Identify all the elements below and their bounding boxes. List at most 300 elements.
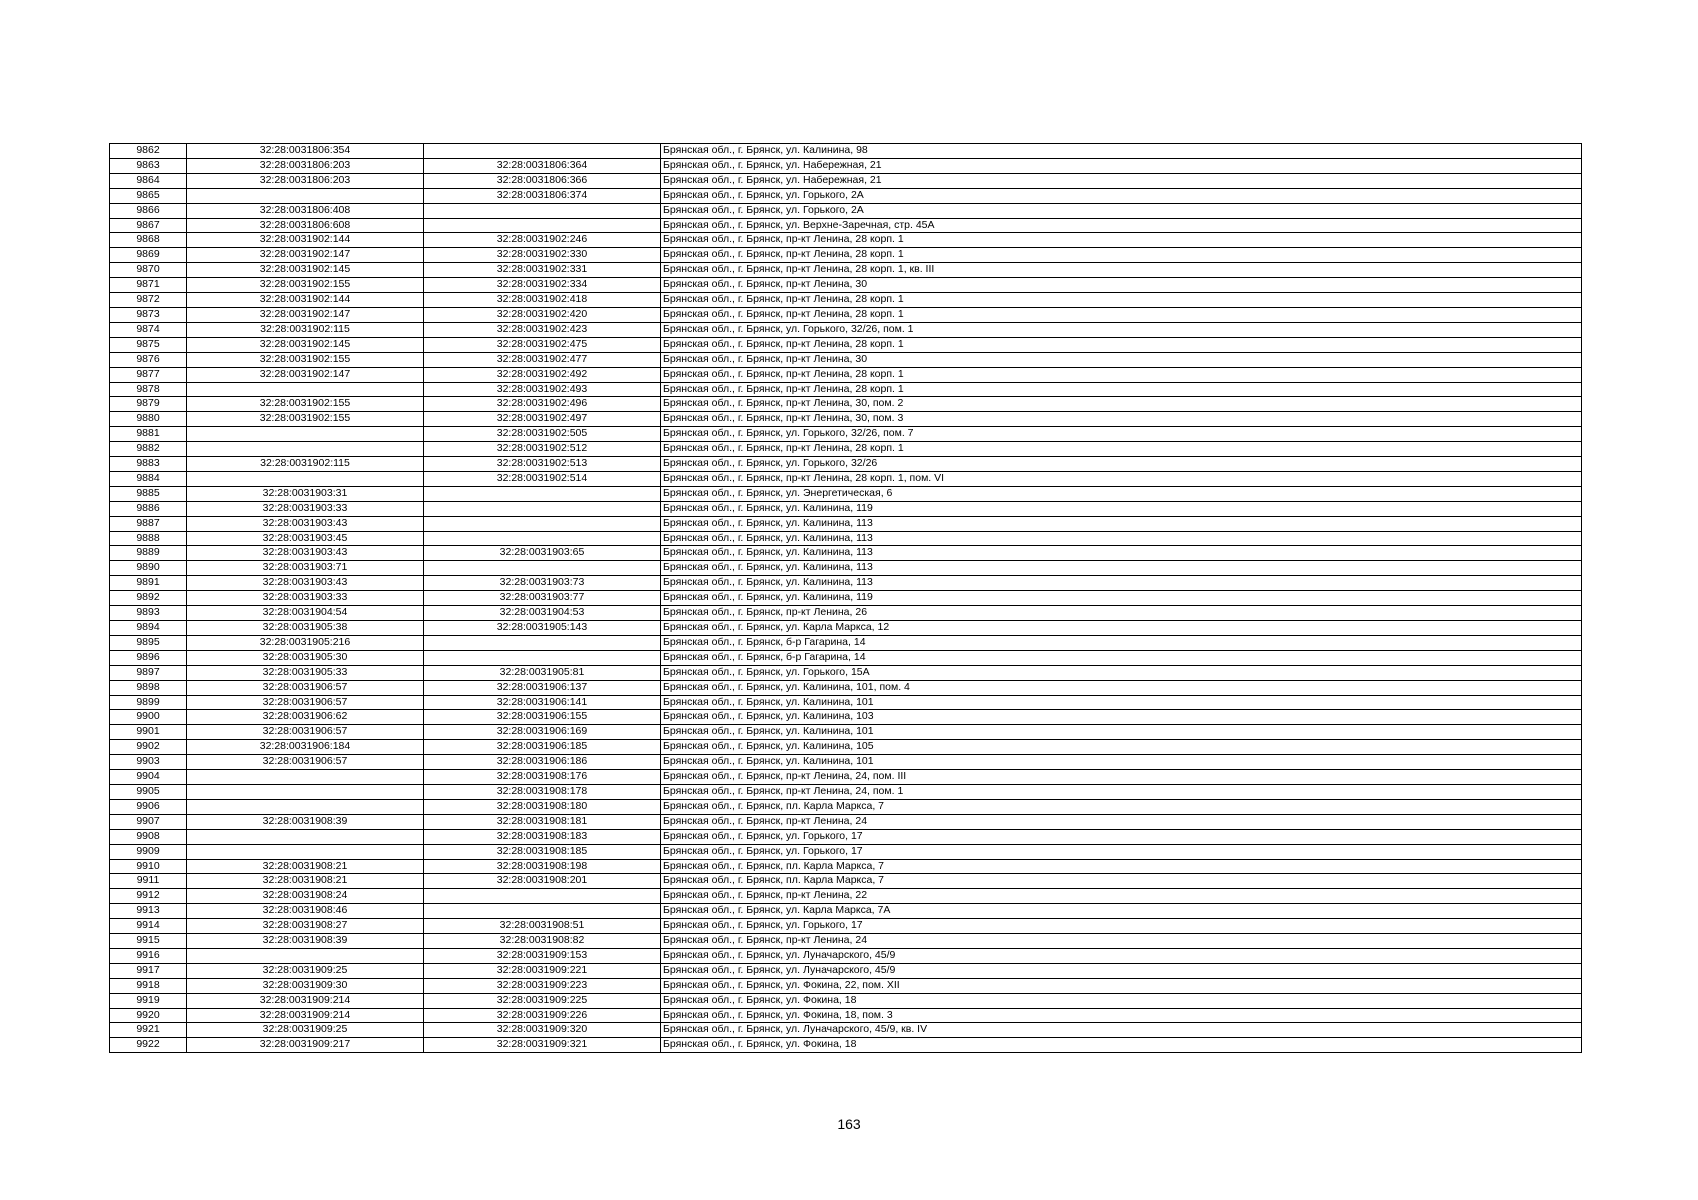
object-cadastral-number-cell: 32:28:0031908:176 — [424, 770, 661, 785]
object-cadastral-number-cell — [424, 635, 661, 650]
object-cadastral-number-cell: 32:28:0031906:169 — [424, 725, 661, 740]
address-cell: Брянская обл., г. Брянск, ул. Набережная, 21 — [661, 158, 1582, 173]
address-cell: Брянская обл., г. Брянск, ул. Горького, 17 — [661, 829, 1582, 844]
cadastral-number-cell — [187, 382, 424, 397]
page-number: 163 — [837, 1116, 861, 1132]
row-number-cell: 9897 — [110, 665, 187, 680]
object-cadastral-number-cell: 32:28:0031906:186 — [424, 755, 661, 770]
cadastral-number-cell: 32:28:0031903:31 — [187, 486, 424, 501]
object-cadastral-number-cell: 32:28:0031902:497 — [424, 412, 661, 427]
row-number-cell: 9918 — [110, 978, 187, 993]
object-cadastral-number-cell: 32:28:0031906:155 — [424, 710, 661, 725]
cadastral-number-cell — [187, 829, 424, 844]
row-number-cell: 9908 — [110, 829, 187, 844]
address-cell: Брянская обл., г. Брянск, пл. Карла Маркса, 7 — [661, 799, 1582, 814]
row-number-cell: 9879 — [110, 397, 187, 412]
cadastral-number-cell: 32:28:0031909:30 — [187, 978, 424, 993]
table-row — [110, 486, 1582, 501]
table-row — [110, 755, 1582, 770]
cadastral-number-cell: 32:28:0031909:214 — [187, 993, 424, 1008]
address-cell: Брянская обл., г. Брянск, ул. Фокина, 18 — [661, 993, 1582, 1008]
object-cadastral-number-cell: 32:28:0031903:65 — [424, 546, 661, 561]
row-number-cell: 9873 — [110, 307, 187, 322]
row-number-cell: 9869 — [110, 248, 187, 263]
address-cell: Брянская обл., г. Брянск, пр-кт Ленина, 24, пом. III — [661, 770, 1582, 785]
object-cadastral-number-cell: 32:28:0031902:334 — [424, 278, 661, 293]
row-number-cell: 9866 — [110, 203, 187, 218]
row-number-cell: 9882 — [110, 442, 187, 457]
table-row — [110, 158, 1582, 173]
row-number-cell: 9865 — [110, 188, 187, 203]
cadastral-number-cell — [187, 442, 424, 457]
address-cell: Брянская обл., г. Брянск, ул. Горького, 2А — [661, 188, 1582, 203]
object-cadastral-number-cell — [424, 203, 661, 218]
address-cell: Брянская обл., г. Брянск, ул. Калинина, 101 — [661, 725, 1582, 740]
address-cell: Брянская обл., г. Брянск, ул. Луначарского, 45/9, кв. IV — [661, 1023, 1582, 1038]
row-number-cell: 9870 — [110, 263, 187, 278]
address-cell: Брянская обл., г. Брянск, ул. Горького, 32/26, пом. 1 — [661, 322, 1582, 337]
row-number-cell: 9909 — [110, 844, 187, 859]
address-cell: Брянская обл., г. Брянск, пр-кт Ленина, 22 — [661, 889, 1582, 904]
cadastral-number-cell: 32:28:0031905:30 — [187, 650, 424, 665]
address-cell: Брянская обл., г. Брянск, пр-кт Ленина, 24 — [661, 814, 1582, 829]
table-row — [110, 591, 1582, 606]
cadastral-number-cell: 32:28:0031906:57 — [187, 680, 424, 695]
address-cell: Брянская обл., г. Брянск, пр-кт Ленина, 28 корп. 1 — [661, 382, 1582, 397]
cadastral-number-cell: 32:28:0031904:54 — [187, 606, 424, 621]
cadastral-number-cell: 32:28:0031906:62 — [187, 710, 424, 725]
table-row — [110, 680, 1582, 695]
address-cell: Брянская обл., г. Брянск, ул. Фокина, 18 — [661, 1038, 1582, 1053]
address-cell: Брянская обл., г. Брянск, пр-кт Ленина, 30 — [661, 352, 1582, 367]
address-cell: Брянская обл., г. Брянск, пр-кт Ленина, 28 корп. 1 — [661, 307, 1582, 322]
cadastral-number-cell: 32:28:0031909:25 — [187, 1023, 424, 1038]
cadastral-number-cell: 32:28:0031902:155 — [187, 352, 424, 367]
address-cell: Брянская обл., г. Брянск, ул. Калинина, 113 — [661, 531, 1582, 546]
cadastral-number-cell: 32:28:0031806:608 — [187, 218, 424, 233]
object-cadastral-number-cell: 32:28:0031909:223 — [424, 978, 661, 993]
address-cell: Брянская обл., г. Брянск, ул. Горького, 15А — [661, 665, 1582, 680]
table-row — [110, 606, 1582, 621]
object-cadastral-number-cell: 32:28:0031908:185 — [424, 844, 661, 859]
table-row — [110, 337, 1582, 352]
cadastral-number-cell — [187, 188, 424, 203]
row-number-cell: 9888 — [110, 531, 187, 546]
cadastral-number-cell: 32:28:0031906:57 — [187, 695, 424, 710]
table-row — [110, 1008, 1582, 1023]
address-cell: Брянская обл., г. Брянск, б-р Гагарина, 14 — [661, 650, 1582, 665]
object-cadastral-number-cell: 32:28:0031909:225 — [424, 993, 661, 1008]
row-number-cell: 9906 — [110, 799, 187, 814]
row-number-cell: 9874 — [110, 322, 187, 337]
address-cell: Брянская обл., г. Брянск, ул. Энергетическая, 6 — [661, 486, 1582, 501]
cadastral-number-cell: 32:28:0031806:203 — [187, 173, 424, 188]
address-cell: Брянская обл., г. Брянск, ул. Карла Маркса, 7А — [661, 904, 1582, 919]
row-number-cell: 9890 — [110, 561, 187, 576]
table-row — [110, 799, 1582, 814]
address-cell: Брянская обл., г. Брянск, пр-кт Ленина, 28 корп. 1 — [661, 233, 1582, 248]
table-row — [110, 963, 1582, 978]
table-row — [110, 889, 1582, 904]
object-cadastral-number-cell — [424, 904, 661, 919]
address-cell: Брянская обл., г. Брянск, ул. Набережная, 21 — [661, 173, 1582, 188]
row-number-cell: 9922 — [110, 1038, 187, 1053]
object-cadastral-number-cell: 32:28:0031902:246 — [424, 233, 661, 248]
row-number-cell: 9880 — [110, 412, 187, 427]
row-number-cell: 9895 — [110, 635, 187, 650]
row-number-cell: 9885 — [110, 486, 187, 501]
row-number-cell: 9875 — [110, 337, 187, 352]
row-number-cell: 9910 — [110, 859, 187, 874]
row-number-cell: 9905 — [110, 784, 187, 799]
row-number-cell: 9871 — [110, 278, 187, 293]
cadastral-number-cell: 32:28:0031902:155 — [187, 397, 424, 412]
row-number-cell: 9896 — [110, 650, 187, 665]
address-cell: Брянская обл., г. Брянск, ул. Калинина, 113 — [661, 546, 1582, 561]
cadastral-number-cell: 32:28:0031903:45 — [187, 531, 424, 546]
table-row — [110, 278, 1582, 293]
table-row — [110, 770, 1582, 785]
address-cell: Брянская обл., г. Брянск, ул. Карла Маркса, 12 — [661, 621, 1582, 636]
row-number-cell: 9894 — [110, 621, 187, 636]
object-cadastral-number-cell — [424, 889, 661, 904]
object-cadastral-number-cell: 32:28:0031902:513 — [424, 457, 661, 472]
row-number-cell: 9921 — [110, 1023, 187, 1038]
address-cell: Брянская обл., г. Брянск, ул. Калинина, 103 — [661, 710, 1582, 725]
address-cell: Брянская обл., г. Брянск, ул. Калинина, 98 — [661, 144, 1582, 159]
row-number-cell: 9876 — [110, 352, 187, 367]
object-cadastral-number-cell: 32:28:0031902:330 — [424, 248, 661, 263]
table-row — [110, 784, 1582, 799]
object-cadastral-number-cell — [424, 516, 661, 531]
table-row — [110, 740, 1582, 755]
table-row — [110, 1023, 1582, 1038]
address-cell: Брянская обл., г. Брянск, ул. Калинина, 113 — [661, 516, 1582, 531]
address-cell: Брянская обл., г. Брянск, ул. Фокина, 22, пом. XII — [661, 978, 1582, 993]
row-number-cell: 9867 — [110, 218, 187, 233]
cadastral-number-cell: 32:28:0031903:43 — [187, 576, 424, 591]
table-row — [110, 665, 1582, 680]
address-cell: Брянская обл., г. Брянск, ул. Калинина, 101 — [661, 755, 1582, 770]
row-number-cell: 9886 — [110, 501, 187, 516]
cadastral-number-cell — [187, 471, 424, 486]
table-row — [110, 710, 1582, 725]
table-row — [110, 814, 1582, 829]
cadastral-number-cell: 32:28:0031908:24 — [187, 889, 424, 904]
address-cell: Брянская обл., г. Брянск, пр-кт Ленина, 30 — [661, 278, 1582, 293]
object-cadastral-number-cell: 32:28:0031908:51 — [424, 919, 661, 934]
table-row — [110, 546, 1582, 561]
address-cell: Брянская обл., г. Брянск, ул. Калинина, 119 — [661, 501, 1582, 516]
row-number-cell: 9868 — [110, 233, 187, 248]
object-cadastral-number-cell: 32:28:0031905:81 — [424, 665, 661, 680]
row-number-cell: 9900 — [110, 710, 187, 725]
cadastral-number-cell — [187, 784, 424, 799]
row-number-cell: 9917 — [110, 963, 187, 978]
table-row — [110, 397, 1582, 412]
row-number-cell: 9892 — [110, 591, 187, 606]
object-cadastral-number-cell: 32:28:0031909:226 — [424, 1008, 661, 1023]
property-table-body — [110, 144, 1582, 1053]
table-row — [110, 412, 1582, 427]
address-cell: Брянская обл., г. Брянск, пр-кт Ленина, 28 корп. 1 — [661, 367, 1582, 382]
address-cell: Брянская обл., г. Брянск, пр-кт Ленина, 30, пом. 3 — [661, 412, 1582, 427]
table-row — [110, 1038, 1582, 1053]
table-row — [110, 635, 1582, 650]
object-cadastral-number-cell: 32:28:0031902:514 — [424, 471, 661, 486]
table-row — [110, 516, 1582, 531]
address-cell: Брянская обл., г. Брянск, пр-кт Ленина, 30, пом. 2 — [661, 397, 1582, 412]
row-number-cell: 9891 — [110, 576, 187, 591]
object-cadastral-number-cell: 32:28:0031902:492 — [424, 367, 661, 382]
address-cell: Брянская обл., г. Брянск, ул. Горького, 2А — [661, 203, 1582, 218]
cadastral-number-cell: 32:28:0031906:57 — [187, 725, 424, 740]
object-cadastral-number-cell: 32:28:0031908:201 — [424, 874, 661, 889]
object-cadastral-number-cell: 32:28:0031806:374 — [424, 188, 661, 203]
cadastral-number-cell: 32:28:0031902:155 — [187, 278, 424, 293]
cadastral-number-cell: 32:28:0031909:25 — [187, 963, 424, 978]
cadastral-number-cell: 32:28:0031905:216 — [187, 635, 424, 650]
address-cell: Брянская обл., г. Брянск, пл. Карла Маркса, 7 — [661, 859, 1582, 874]
table-row — [110, 501, 1582, 516]
table-row — [110, 442, 1582, 457]
address-cell: Брянская обл., г. Брянск, ул. Луначарского, 45/9 — [661, 963, 1582, 978]
cadastral-number-cell: 32:28:0031908:39 — [187, 814, 424, 829]
table-row — [110, 322, 1582, 337]
table-row — [110, 934, 1582, 949]
object-cadastral-number-cell: 32:28:0031902:331 — [424, 263, 661, 278]
cadastral-number-cell — [187, 427, 424, 442]
table-row — [110, 471, 1582, 486]
cadastral-number-cell: 32:28:0031902:155 — [187, 412, 424, 427]
address-cell: Брянская обл., г. Брянск, б-р Гагарина, 14 — [661, 635, 1582, 650]
object-cadastral-number-cell: 32:28:0031902:420 — [424, 307, 661, 322]
table-row — [110, 844, 1582, 859]
cadastral-number-cell: 32:28:0031909:214 — [187, 1008, 424, 1023]
address-cell: Брянская обл., г. Брянск, ул. Калинина, 113 — [661, 561, 1582, 576]
address-cell: Брянская обл., г. Брянск, пр-кт Ленина, 28 корп. 1 — [661, 248, 1582, 263]
object-cadastral-number-cell — [424, 144, 661, 159]
table-row — [110, 561, 1582, 576]
row-number-cell: 9902 — [110, 740, 187, 755]
table-row — [110, 531, 1582, 546]
object-cadastral-number-cell: 32:28:0031902:505 — [424, 427, 661, 442]
table-row — [110, 248, 1582, 263]
address-cell: Брянская обл., г. Брянск, пр-кт Ленина, 26 — [661, 606, 1582, 621]
table-row — [110, 188, 1582, 203]
address-cell: Брянская обл., г. Брянск, пр-кт Ленина, 28 корп. 1, пом. VI — [661, 471, 1582, 486]
table-row — [110, 307, 1582, 322]
cadastral-number-cell: 32:28:0031902:115 — [187, 322, 424, 337]
object-cadastral-number-cell: 32:28:0031902:475 — [424, 337, 661, 352]
address-cell: Брянская обл., г. Брянск, ул. Верхне-Заречная, стр. 45А — [661, 218, 1582, 233]
object-cadastral-number-cell: 32:28:0031909:221 — [424, 963, 661, 978]
table-row — [110, 993, 1582, 1008]
cadastral-number-cell: 32:28:0031908:21 — [187, 859, 424, 874]
table-row — [110, 978, 1582, 993]
row-number-cell: 9877 — [110, 367, 187, 382]
object-cadastral-number-cell: 32:28:0031908:180 — [424, 799, 661, 814]
object-cadastral-number-cell — [424, 650, 661, 665]
row-number-cell: 9893 — [110, 606, 187, 621]
object-cadastral-number-cell: 32:28:0031902:418 — [424, 293, 661, 308]
cadastral-number-cell: 32:28:0031903:71 — [187, 561, 424, 576]
object-cadastral-number-cell: 32:28:0031908:198 — [424, 859, 661, 874]
cadastral-number-cell: 32:28:0031806:354 — [187, 144, 424, 159]
row-number-cell: 9863 — [110, 158, 187, 173]
cadastral-number-cell: 32:28:0031806:408 — [187, 203, 424, 218]
row-number-cell: 9878 — [110, 382, 187, 397]
row-number-cell: 9919 — [110, 993, 187, 1008]
object-cadastral-number-cell: 32:28:0031902:512 — [424, 442, 661, 457]
address-cell: Брянская обл., г. Брянск, пр-кт Ленина, 24 — [661, 934, 1582, 949]
row-number-cell: 9903 — [110, 755, 187, 770]
row-number-cell: 9898 — [110, 680, 187, 695]
table-row — [110, 904, 1582, 919]
address-cell: Брянская обл., г. Брянск, ул. Калинина, 113 — [661, 576, 1582, 591]
cadastral-number-cell — [187, 844, 424, 859]
object-cadastral-number-cell — [424, 561, 661, 576]
cadastral-number-cell — [187, 948, 424, 963]
row-number-cell: 9915 — [110, 934, 187, 949]
cadastral-number-cell — [187, 770, 424, 785]
table-row — [110, 427, 1582, 442]
table-row — [110, 725, 1582, 740]
row-number-cell: 9904 — [110, 770, 187, 785]
table-row — [110, 457, 1582, 472]
row-number-cell: 9887 — [110, 516, 187, 531]
address-cell: Брянская обл., г. Брянск, ул. Калинина, 119 — [661, 591, 1582, 606]
object-cadastral-number-cell: 32:28:0031903:73 — [424, 576, 661, 591]
table-row — [110, 859, 1582, 874]
table-row — [110, 650, 1582, 665]
cadastral-number-cell: 32:28:0031908:46 — [187, 904, 424, 919]
cadastral-number-cell: 32:28:0031905:33 — [187, 665, 424, 680]
object-cadastral-number-cell: 32:28:0031908:183 — [424, 829, 661, 844]
row-number-cell: 9862 — [110, 144, 187, 159]
address-cell: Брянская обл., г. Брянск, пр-кт Ленина, 24, пом. 1 — [661, 784, 1582, 799]
object-cadastral-number-cell: 32:28:0031909:153 — [424, 948, 661, 963]
table-row — [110, 233, 1582, 248]
table-row — [110, 874, 1582, 889]
cadastral-number-cell: 32:28:0031905:38 — [187, 621, 424, 636]
object-cadastral-number-cell: 32:28:0031902:423 — [424, 322, 661, 337]
row-number-cell: 9914 — [110, 919, 187, 934]
address-cell: Брянская обл., г. Брянск, пр-кт Ленина, 28 корп. 1, кв. III — [661, 263, 1582, 278]
cadastral-number-cell: 32:28:0031903:33 — [187, 591, 424, 606]
object-cadastral-number-cell — [424, 486, 661, 501]
object-cadastral-number-cell — [424, 531, 661, 546]
address-cell: Брянская обл., г. Брянск, ул. Калинина, 101, пом. 4 — [661, 680, 1582, 695]
table-row — [110, 218, 1582, 233]
row-number-cell: 9884 — [110, 471, 187, 486]
cadastral-number-cell: 32:28:0031902:147 — [187, 248, 424, 263]
address-cell: Брянская обл., г. Брянск, ул. Калинина, 105 — [661, 740, 1582, 755]
cadastral-number-cell: 32:28:0031903:43 — [187, 516, 424, 531]
row-number-cell: 9916 — [110, 948, 187, 963]
row-number-cell: 9907 — [110, 814, 187, 829]
cadastral-number-cell: 32:28:0031906:184 — [187, 740, 424, 755]
row-number-cell: 9889 — [110, 546, 187, 561]
row-number-cell: 9913 — [110, 904, 187, 919]
address-cell: Брянская обл., г. Брянск, ул. Фокина, 18, пом. 3 — [661, 1008, 1582, 1023]
table-row — [110, 576, 1582, 591]
cadastral-number-cell: 32:28:0031908:27 — [187, 919, 424, 934]
cadastral-number-cell: 32:28:0031906:57 — [187, 755, 424, 770]
object-cadastral-number-cell: 32:28:0031906:141 — [424, 695, 661, 710]
object-cadastral-number-cell: 32:28:0031906:137 — [424, 680, 661, 695]
address-cell: Брянская обл., г. Брянск, пр-кт Ленина, 28 корп. 1 — [661, 442, 1582, 457]
row-number-cell: 9912 — [110, 889, 187, 904]
address-cell: Брянская обл., г. Брянск, ул. Горького, 32/26, пом. 7 — [661, 427, 1582, 442]
row-number-cell: 9899 — [110, 695, 187, 710]
address-cell: Брянская обл., г. Брянск, пр-кт Ленина, 28 корп. 1 — [661, 337, 1582, 352]
cadastral-number-cell: 32:28:0031806:203 — [187, 158, 424, 173]
row-number-cell: 9872 — [110, 293, 187, 308]
row-number-cell: 9864 — [110, 173, 187, 188]
cadastral-number-cell: 32:28:0031902:115 — [187, 457, 424, 472]
cadastral-number-cell: 32:28:0031902:144 — [187, 233, 424, 248]
address-cell: Брянская обл., г. Брянск, ул. Горького, 17 — [661, 919, 1582, 934]
row-number-cell: 9881 — [110, 427, 187, 442]
table-row — [110, 352, 1582, 367]
cadastral-number-cell: 32:28:0031902:145 — [187, 337, 424, 352]
table-row — [110, 948, 1582, 963]
row-number-cell: 9901 — [110, 725, 187, 740]
object-cadastral-number-cell: 32:28:0031908:82 — [424, 934, 661, 949]
object-cadastral-number-cell: 32:28:0031902:493 — [424, 382, 661, 397]
table-row — [110, 203, 1582, 218]
cadastral-number-cell: 32:28:0031909:217 — [187, 1038, 424, 1053]
object-cadastral-number-cell: 32:28:0031909:321 — [424, 1038, 661, 1053]
table-row — [110, 263, 1582, 278]
table-row — [110, 829, 1582, 844]
object-cadastral-number-cell: 32:28:0031908:181 — [424, 814, 661, 829]
table-row — [110, 382, 1582, 397]
cadastral-number-cell: 32:28:0031902:147 — [187, 307, 424, 322]
table-row — [110, 367, 1582, 382]
address-cell: Брянская обл., г. Брянск, ул. Луначарского, 45/9 — [661, 948, 1582, 963]
cadastral-number-cell — [187, 799, 424, 814]
object-cadastral-number-cell — [424, 218, 661, 233]
object-cadastral-number-cell: 32:28:0031902:477 — [424, 352, 661, 367]
row-number-cell: 9911 — [110, 874, 187, 889]
address-cell: Брянская обл., г. Брянск, ул. Калинина, 101 — [661, 695, 1582, 710]
cadastral-number-cell: 32:28:0031903:43 — [187, 546, 424, 561]
object-cadastral-number-cell: 32:28:0031902:496 — [424, 397, 661, 412]
address-cell: Брянская обл., г. Брянск, ул. Горького, 32/26 — [661, 457, 1582, 472]
property-table — [109, 143, 1582, 1053]
table-row — [110, 173, 1582, 188]
address-cell: Брянская обл., г. Брянск, пр-кт Ленина, 28 корп. 1 — [661, 293, 1582, 308]
table-row — [110, 621, 1582, 636]
table-row — [110, 695, 1582, 710]
object-cadastral-number-cell: 32:28:0031906:185 — [424, 740, 661, 755]
address-cell: Брянская обл., г. Брянск, пл. Карла Маркса, 7 — [661, 874, 1582, 889]
table-row — [110, 293, 1582, 308]
row-number-cell: 9920 — [110, 1008, 187, 1023]
cadastral-number-cell: 32:28:0031902:144 — [187, 293, 424, 308]
object-cadastral-number-cell: 32:28:0031908:178 — [424, 784, 661, 799]
row-number-cell: 9883 — [110, 457, 187, 472]
object-cadastral-number-cell: 32:28:0031904:53 — [424, 606, 661, 621]
object-cadastral-number-cell: 32:28:0031806:364 — [424, 158, 661, 173]
object-cadastral-number-cell: 32:28:0031909:320 — [424, 1023, 661, 1038]
cadastral-number-cell: 32:28:0031908:39 — [187, 934, 424, 949]
object-cadastral-number-cell: 32:28:0031905:143 — [424, 621, 661, 636]
object-cadastral-number-cell — [424, 501, 661, 516]
cadastral-number-cell: 32:28:0031908:21 — [187, 874, 424, 889]
